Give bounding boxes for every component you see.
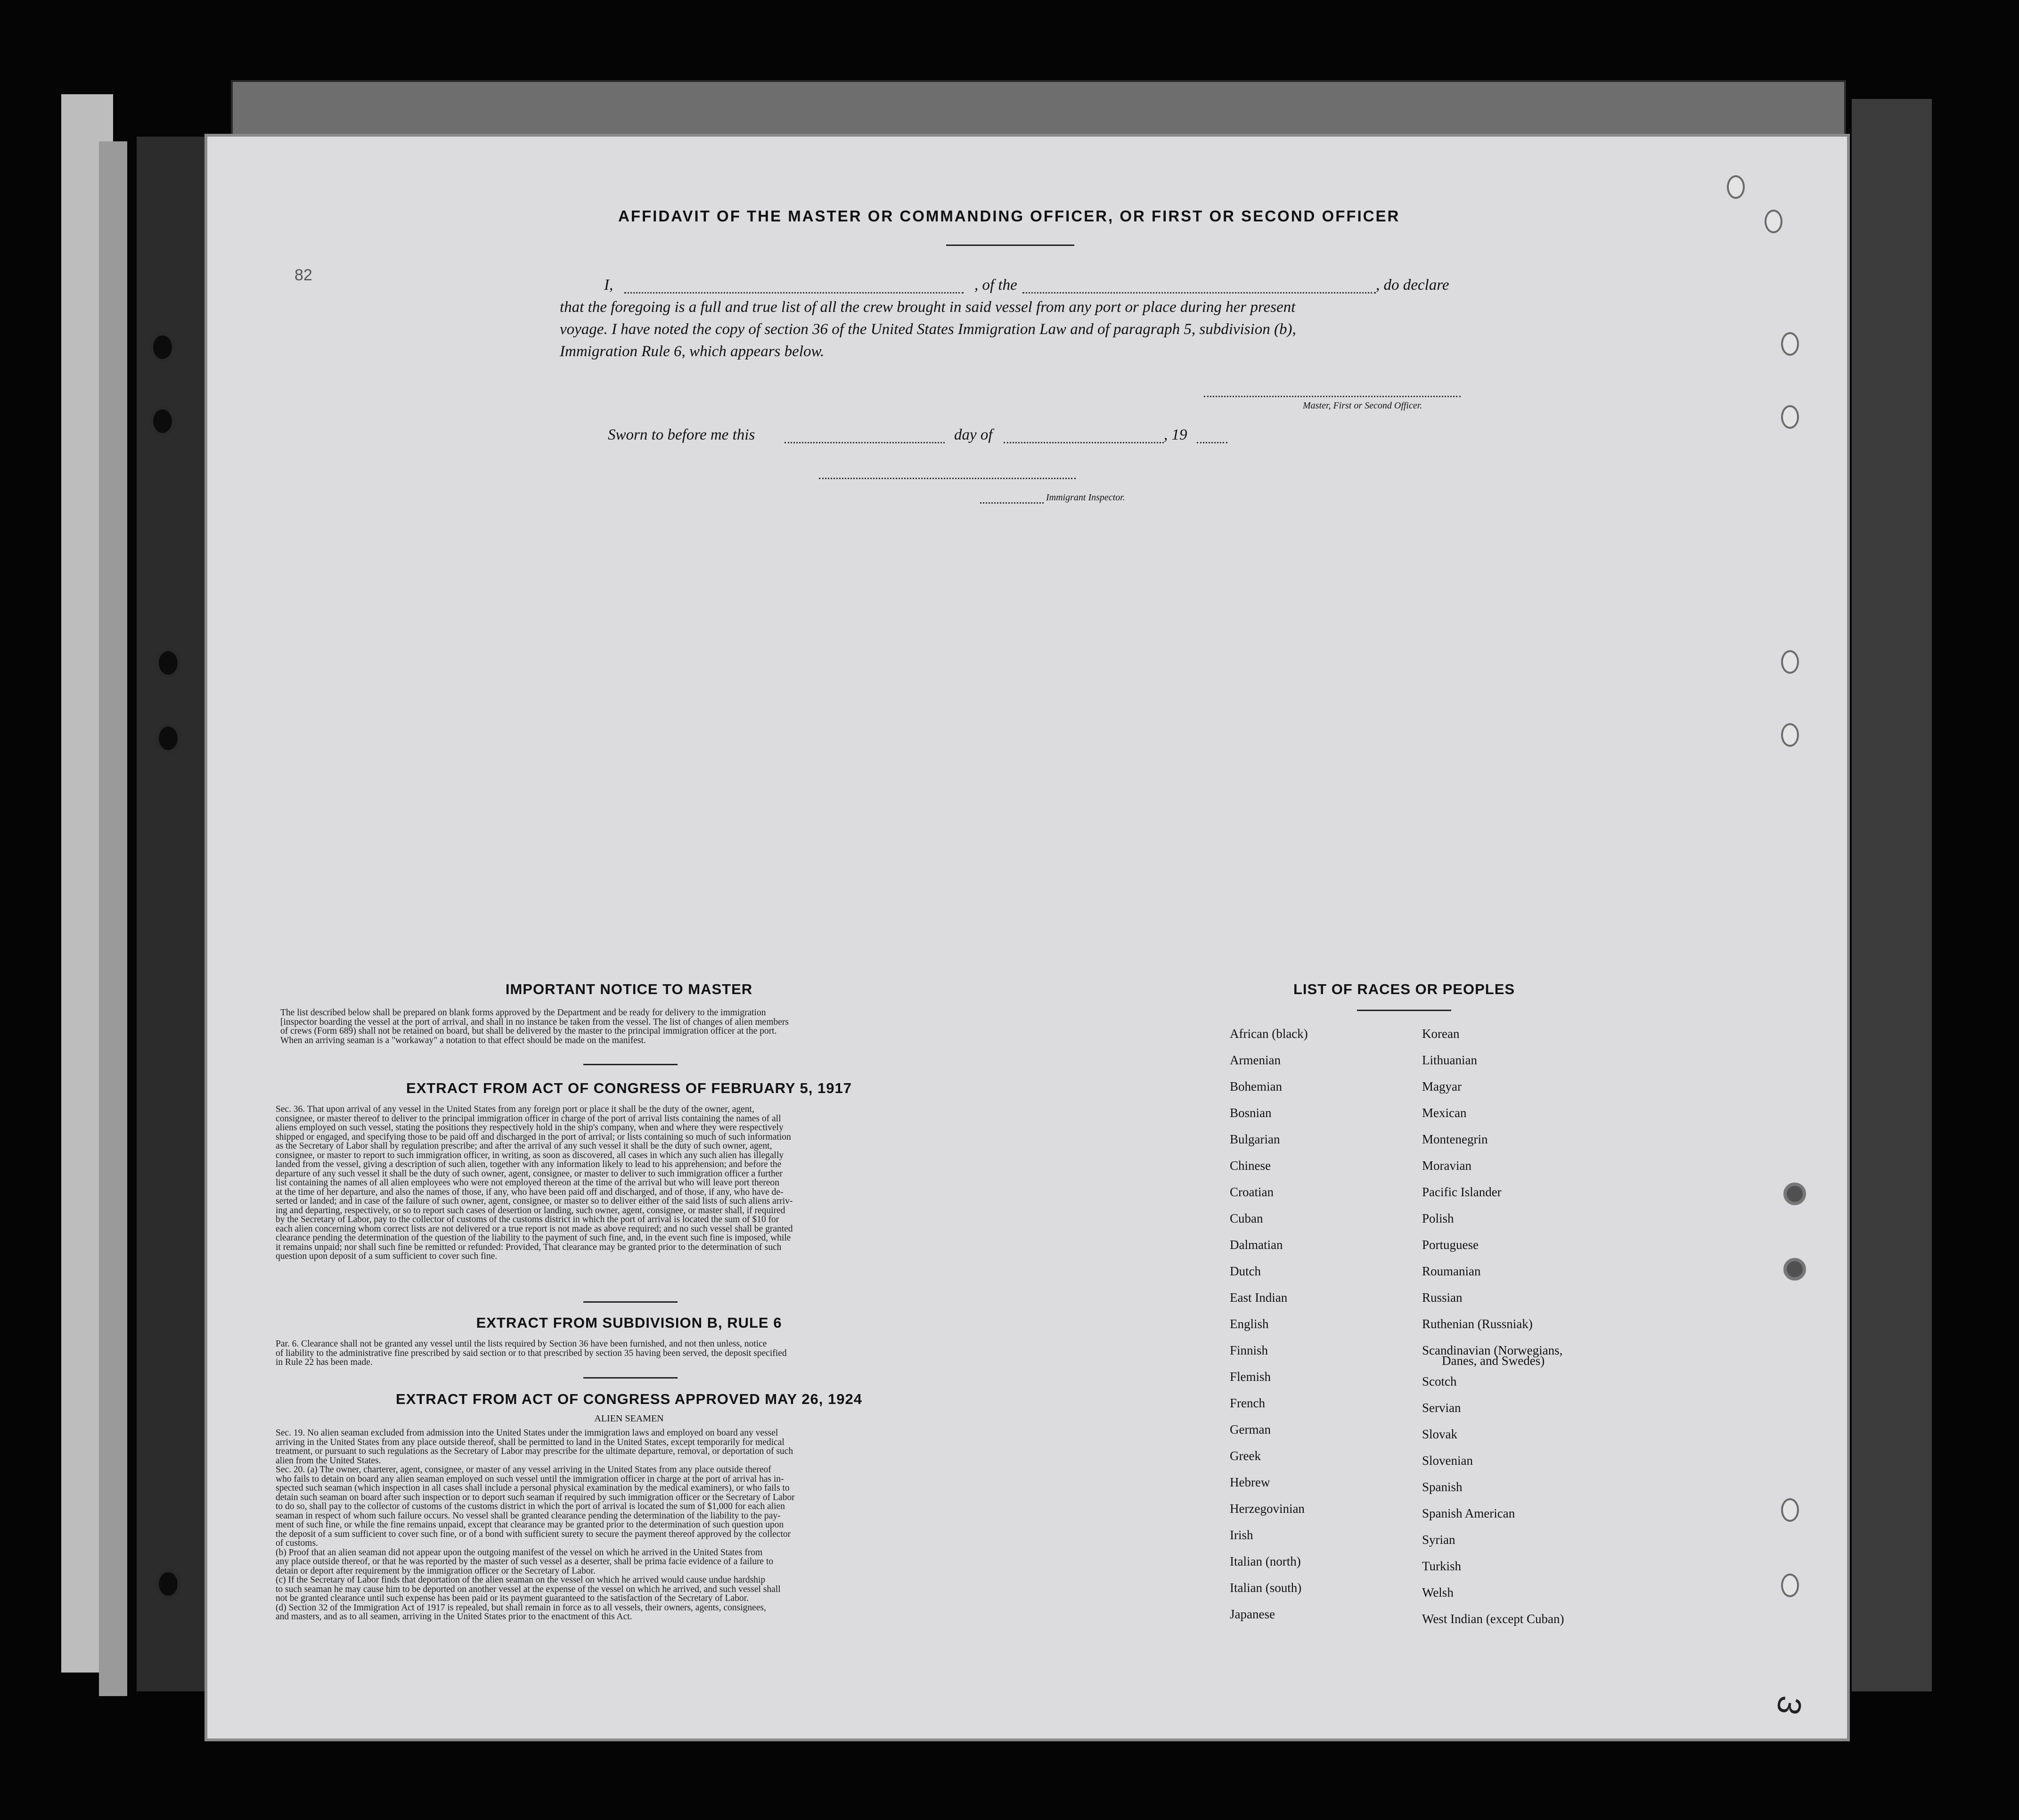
text-line: any place outside thereof, or that he was reported by the master of such vessel as a deserter, shall be prima facie evidence of a failure to	[276, 1557, 774, 1567]
race-item: German	[1230, 1422, 1271, 1436]
rule6-title: EXTRACT FROM SUBDIVISION B, RULE 6	[476, 1314, 782, 1331]
text-line: aliens employed on such vessel, stating the positions they respectively hold in the ship's company, when and where they were respectively	[276, 1123, 784, 1133]
race-item: Spanish	[1422, 1480, 1463, 1494]
punch-hole	[1781, 1574, 1799, 1597]
race-item: Dutch	[1230, 1264, 1261, 1278]
sworn-year-blank[interactable]	[1197, 442, 1227, 443]
text-line: clearance pending the determination of the question of the liability to the payment of such fine, and, in the event such fine is imposed, while	[276, 1233, 791, 1243]
race-item: Greek	[1230, 1449, 1261, 1463]
text-line: not be granted clearance until such expense has been paid or its payment guaranteed to the satisfaction of the Secretary of Labor.	[276, 1593, 749, 1603]
text-line: serted or landed; and in case of the failure of such owner, agent, consignee, or master so to deliver either of the said lists of such aliens arriv-	[276, 1196, 793, 1206]
inspector-prefix-blank	[980, 502, 1044, 504]
race-item: East Indian	[1230, 1290, 1288, 1305]
race-item: French	[1230, 1396, 1265, 1410]
divider	[583, 1064, 678, 1065]
declaration-line: Immigration Rule 6, which appears below.	[560, 343, 825, 360]
extract-1924-subtitle: ALIEN SEAMEN	[594, 1413, 664, 1424]
text-line: of crews (Form 689) shall not be retained on board, but shall be delivered by the master to the principal immigration officer at the port.	[280, 1026, 777, 1036]
divider	[583, 1301, 678, 1303]
text-line: Par. 6. Clearance shall not be granted any vessel until the lists required by Section 36 have been furnished, and not then unless, notice	[276, 1339, 767, 1349]
sworn-prefix: Sworn to before me this	[608, 426, 755, 443]
race-item: Polish	[1422, 1211, 1454, 1225]
text-line: (d) Section 32 of the Immigration Act of 1917 is repealed, but shall remain in force as to all vessels, their owners, agents, consignees,	[276, 1602, 766, 1613]
declaration-line: voyage. I have noted the copy of section 36 of the United States Immigration Law and of paragraph 5, subdivision (b),	[560, 321, 1296, 338]
punch-hole	[1781, 650, 1799, 674]
inspector-caption: Immigrant Inspector.	[1046, 492, 1125, 503]
race-item: Ruthenian (Russniak)	[1422, 1317, 1533, 1331]
race-item: Montenegrin	[1422, 1132, 1488, 1146]
text-line: The list described below shall be prepared on blank forms approved by the Department and be ready for delivery to the immigration	[280, 1008, 766, 1018]
text-line: consignee, or master to report to such immigration officer, in writing, as soon as discovered, all cases in which any such alien has illegally	[276, 1150, 784, 1160]
race-item: Moravian	[1422, 1159, 1471, 1173]
punch-hole	[1781, 405, 1799, 429]
punch-hole	[1781, 723, 1799, 747]
text-line: who fails to detain on board any alien seaman employed on such vessel until the immigration officer in charge at the port of arrival has in-	[276, 1474, 784, 1484]
sworn-year-label: , 19	[1164, 426, 1187, 443]
race-item: Slovenian	[1422, 1453, 1473, 1468]
text-line: [inspector boarding the vessel at the port of arrival, and shall in no instance be taken from the vessel. The list of changes of alien members	[280, 1017, 789, 1027]
race-item: Herzegovinian	[1230, 1502, 1305, 1516]
sworn-month-blank[interactable]	[1004, 442, 1164, 443]
race-item: Lithuanian	[1422, 1053, 1477, 1067]
sheet-number: 3	[1769, 1693, 1809, 1718]
punch-hole	[1765, 210, 1782, 233]
text-line: question upon deposit of a sum sufficient to cover such fine.	[276, 1251, 498, 1261]
text-line: at the time of her departure, and also the names of those, if any, who have been paid off and discharged, and of those, if any, who have de-	[276, 1187, 784, 1197]
text-line: landed from the vessel, giving a description of such alien, together with any information likely to lead to his apprehension; and before the	[276, 1159, 782, 1169]
text-line: departure of any such vessel it shall be the duty of such owner, agent, consignee, or master to deliver to such immigration officer a further	[276, 1168, 783, 1179]
divider	[583, 1377, 678, 1379]
race-item: Chinese	[1230, 1159, 1271, 1173]
text-line: ing and departing, respectively, or so to report such cases of desertion or landing, such owner, agent, consignee, or master shall, if required	[276, 1205, 785, 1216]
text-line: to such seaman he may cause him to be deported on another vessel at the expense of the vessel on which he arrived, and such vessel shall	[276, 1584, 781, 1594]
punch-hole	[1783, 1183, 1806, 1205]
text-line: in Rule 22 has been made.	[276, 1357, 373, 1367]
punch-hole	[1783, 1258, 1806, 1281]
text-line: detain such seaman on board after such inspection or to deport such seaman if required by such immigration officer or the Secretary of Labor	[276, 1492, 795, 1502]
race-item: Roumanian	[1422, 1264, 1481, 1278]
text-line: Sec. 20. (a) The owner, charterer, agent, consignee, or master of any vessel arriving in the United States from any place outside thereof	[276, 1465, 771, 1475]
race-item-continuation: Danes, and Swedes)	[1442, 1354, 1545, 1368]
text-line: each alien concerning whom correct lists are not delivered or a true report is not made as above required; and no such vessel shall be granted	[276, 1224, 793, 1234]
race-item: Irish	[1230, 1528, 1253, 1542]
binder-hole	[150, 406, 175, 436]
race-item: English	[1230, 1317, 1269, 1331]
race-item: Bulgarian	[1230, 1132, 1280, 1146]
text-line: shipped or engaged, and specifying those to be paid off and discharged in the port of arrival; or lists containing so much of such information	[276, 1132, 791, 1142]
extract-1917-text	[276, 1105, 973, 1261]
race-item: Pacific Islander	[1422, 1185, 1502, 1199]
race-item: Hebrew	[1230, 1475, 1270, 1489]
race-item: Finnish	[1230, 1343, 1268, 1357]
text-line: When an arriving seaman is a "workaway" a notation to that effect should be made on the manifest.	[280, 1035, 646, 1045]
text-line: to do so, shall pay to the collector of customs of the customs district in which the port of arrival is located the sum of $1,000 for each alien	[276, 1502, 785, 1511]
text-line: and masters, and as to all seamen, arriving in the United States prior to the enactment of this Act.	[276, 1612, 632, 1622]
race-item: Scotch	[1422, 1374, 1457, 1388]
text-line: detain or deport after requirement by the immigration officer or the Secretary of Labor.	[276, 1566, 596, 1576]
page-stack-edge	[99, 141, 127, 1696]
race-item: Slovak	[1422, 1427, 1458, 1441]
text-line: as the Secretary of Labor shall by regulation prescribe; and after the arrival of any such vessel it shall be the duty of such owner, agent,	[276, 1141, 772, 1151]
race-item: Japanese	[1230, 1607, 1275, 1621]
text-line: of liability to the administrative fine prescribed by said section or to that prescribed by section 35 having been served, the deposit specified	[276, 1348, 787, 1358]
text-line: arriving in the United States from any place outside thereof, shall be permitted to land in the United States, except temporarily for medical	[276, 1437, 785, 1447]
binder-hole	[150, 332, 175, 362]
margin-mark: 82	[294, 266, 312, 284]
vessel-blank[interactable]	[1022, 292, 1376, 294]
text-line: Sec. 36. That upon arrival of any vessel in the United States from any foreign port or place it shall be the duty of the owner, agent,	[276, 1104, 754, 1114]
punch-hole	[1781, 1498, 1799, 1522]
race-item: Flemish	[1230, 1370, 1271, 1384]
race-item: Mexican	[1422, 1106, 1467, 1120]
punch-hole	[1781, 332, 1799, 356]
race-item: Servian	[1422, 1401, 1461, 1415]
name-blank[interactable]	[624, 292, 964, 294]
text-line: of customs.	[276, 1538, 318, 1548]
race-item: Dalmatian	[1230, 1238, 1283, 1252]
text-line: the deposit of a sum sufficient to cover such fine, or of a bond with sufficient surety to secure the payment thereof approved by the collector	[276, 1529, 791, 1539]
binder-hole	[155, 723, 181, 753]
master-caption: Master, First or Second Officer.	[1303, 400, 1422, 411]
punch-hole	[1727, 175, 1745, 199]
extract-1924-title: EXTRACT FROM ACT OF CONGRESS APPROVED MAY 26, 1924	[396, 1391, 862, 1407]
text-line: ment of such fine, or while the fine remains unpaid, except that clearance may be granted prior to the determination of such question upon	[276, 1520, 784, 1530]
race-item: Spanish American	[1422, 1506, 1515, 1520]
sworn-day-blank[interactable]	[785, 442, 945, 443]
race-item: Korean	[1422, 1027, 1460, 1041]
race-item: Portuguese	[1422, 1238, 1479, 1252]
divider	[946, 245, 1074, 246]
affidavit-title: AFFIDAVIT OF THE MASTER OR COMMANDING OFFICER, OR FIRST OR SECOND OFFICER	[618, 207, 1400, 225]
binder-hole	[155, 648, 181, 678]
race-item: Armenian	[1230, 1053, 1281, 1067]
race-item: Welsh	[1422, 1585, 1454, 1600]
extract-1924-text	[276, 1428, 973, 1622]
race-item: Croatian	[1230, 1185, 1274, 1199]
divider	[1357, 1010, 1451, 1011]
race-item: Turkish	[1422, 1559, 1462, 1573]
text-line: Sec. 19. No alien seaman excluded from admission into the United States under the immigration laws and employed on board any vessel	[276, 1428, 778, 1438]
text-line: spected such seaman (which inspection in all cases shall include a personal physical examination by the medical examiners), or who fails to	[276, 1483, 790, 1493]
extract-1917-title: EXTRACT FROM ACT OF CONGRESS OF FEBRUARY 5, 1917	[406, 1080, 852, 1096]
text-line: seaman in respect of whom such failure occurs. No vessel shall be granted clearance pending the determination of the liability to the pay-	[276, 1510, 781, 1521]
race-item: West Indian (except Cuban)	[1422, 1612, 1564, 1626]
race-item: Magyar	[1422, 1079, 1462, 1094]
race-item: Syrian	[1422, 1533, 1455, 1547]
race-item: Bohemian	[1230, 1079, 1282, 1094]
rule6-text	[276, 1339, 973, 1367]
text-line: list containing the names of all alien employees who were not employed thereon at the time of the arrival but who will leave port thereon	[276, 1178, 779, 1188]
master-signature-blank[interactable]	[1204, 396, 1461, 397]
text-line: (b) Proof that an alien seaman did not appear upon the outgoing manifest of the vessel on which he arrived in the United States from	[276, 1547, 763, 1558]
binder-board	[1852, 99, 1932, 1691]
binder-hole	[155, 1569, 181, 1599]
sworn-day-label: day of	[954, 426, 993, 443]
races-title: LIST OF RACES OR PEOPLES	[1293, 981, 1515, 997]
declaration-declare: , do declare	[1376, 277, 1449, 294]
text-line: by the Secretary of Labor, pay to the collector of customs of the customs district in which the port of arrival is located the sum of $10 for	[276, 1215, 779, 1224]
race-item: Italian (north)	[1230, 1554, 1301, 1568]
inspector-signature-blank[interactable]	[819, 478, 1076, 479]
declaration-i: I,	[604, 277, 613, 294]
text-line: it remains unpaid; nor shall such fine be remitted or refunded: Provided, That clearance may be granted prior to the determination of such	[276, 1242, 782, 1252]
race-item: Bosnian	[1230, 1106, 1272, 1120]
race-item: Cuban	[1230, 1211, 1263, 1225]
text-line: alien from the United States.	[276, 1455, 381, 1466]
race-item: African (black)	[1230, 1027, 1308, 1041]
notice-title: IMPORTANT NOTICE TO MASTER	[505, 981, 753, 997]
text-line: treatment, or pursuant to such regulations as the Secretary of Labor may prescribe for the ultimate departure, removal, or deportation of such	[276, 1446, 793, 1456]
race-item: Scandinavian (Norwegians,	[1422, 1343, 1563, 1357]
declaration-of: , of the	[974, 277, 1017, 294]
declaration-line: that the foregoing is a full and true list of all the crew brought in said vessel from any port or place during her present	[560, 299, 1296, 316]
race-item: Italian (south)	[1230, 1581, 1302, 1595]
text-line: (c) If the Secretary of Labor finds that deportation of the alien seaman on the vessel on which he arrived would cause undue hardship	[276, 1575, 766, 1585]
text-line: consignee, or master thereof to deliver to the principal immigration officer in charge of the port of arrival lists containing the names of all	[276, 1113, 781, 1124]
race-item: Russian	[1422, 1290, 1463, 1305]
notice-text	[280, 1008, 973, 1045]
